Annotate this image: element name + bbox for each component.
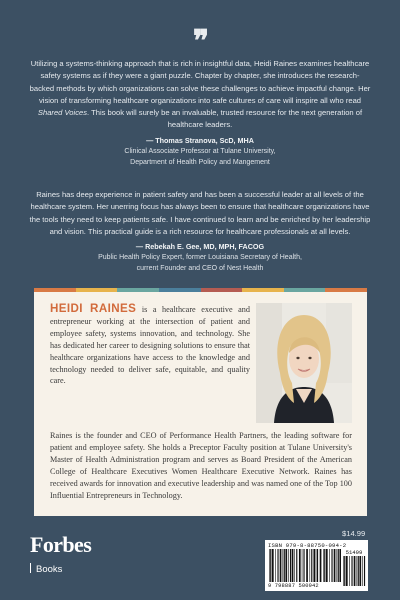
- reviewer-1-department: Department of Health Policy and Mangement: [130, 158, 270, 166]
- reviewer-2-role: Public Health Policy Expert, former Louisiana Secretary of Health,: [98, 254, 302, 262]
- author-portrait-image: [256, 303, 352, 423]
- publisher-logo: Forbes: [30, 532, 92, 557]
- reviewer-1-role: Clinical Associate Professor at Tulane University,: [124, 147, 276, 155]
- stripe-segment: [34, 288, 76, 292]
- price-label: $14.99: [342, 529, 366, 538]
- color-stripe: [34, 288, 367, 292]
- isbn-label: ISBN 979-8-88750-094-2: [268, 542, 347, 549]
- book-title: Shared Voices: [37, 108, 88, 118]
- imprint-divider: [30, 563, 31, 573]
- ean-digits: 9 798887 500942: [268, 583, 319, 589]
- isbn-barcode: [265, 540, 368, 591]
- author-photo: [256, 303, 352, 423]
- author-bio-panel: [34, 288, 367, 516]
- stripe-segment: [201, 288, 243, 292]
- review-1: [29, 58, 371, 168]
- stripe-segment: [76, 288, 118, 292]
- author-bio-intro: HEIDI RAINES is a healthcare executive and entrepreneur working at the intersection of patient and employee safety, systems innovation, and technology. She has dedicated her career to designing solutions to ensure that healthcare organizations have access to the knowledge and technology needed to deliver safe, equitable, and quality care.: [50, 302, 250, 386]
- stripe-segment: [325, 288, 367, 292]
- stripe-segment: [159, 288, 201, 292]
- publisher-imprint: Books: [30, 563, 62, 576]
- addon-barcode-bars: [343, 556, 366, 586]
- stripe-segment: [242, 288, 284, 292]
- price-code: 51499: [345, 549, 363, 556]
- reviewer-1-name: — Thomas Stranova, ScD, MHA: [146, 135, 254, 145]
- review-1-text: Utilizing a systems-thinking approach that is rich in insightful data, Heidi Raines examines healthcare safety systems as if they were a giant puzzle. Chapter by chapter, she introduces the research-backed methods by which organizations can solve these challenges to achieve impactful change. Her vision of transforming healthcare organizations into safe cultures of care will inspire all who read Shared Voices. This book will surely be an invaluable, trusted resource for the next generation of healthcare leaders.: [29, 59, 371, 130]
- review-2-text: Raines has deep experience in patient safety and has been a successful leader at all levels of the healthcare system. Her unerring focus has always been to ensure that healthcare organizations have the tools they need to keep patients safe. I have continued to learn and be enriched by her leadership and vision. This practical guide is a rich resource for healthcare professionals at all levels.: [29, 190, 371, 236]
- author-name: HEIDI RAINES: [50, 302, 137, 315]
- review-2: [29, 189, 371, 274]
- author-bio-details: Raines is the founder and CEO of Performance Health Partners, the leading software for patient and employee safety. She holds a Preceptor Faculty position at Tulane University's Master of Health Administration program and serves as Board President of the American College of Healthcare Executives Women Healthcare Executive Network. Raines has received awards for innovation and executive leadership and was named one of the Top 100 Influential Entrepreneurs in Technology.: [50, 431, 352, 500]
- reviewer-2-name: — Rebekah E. Gee, MD, MPH, FACOG: [135, 242, 265, 252]
- ean-barcode-bars: [269, 549, 341, 582]
- stripe-segment: [117, 288, 159, 292]
- stripe-segment: [284, 288, 326, 292]
- quote-mark-icon: ❞: [192, 24, 208, 59]
- reviewer-2-current-role: current Founder and CEO of Nest Health: [136, 265, 264, 273]
